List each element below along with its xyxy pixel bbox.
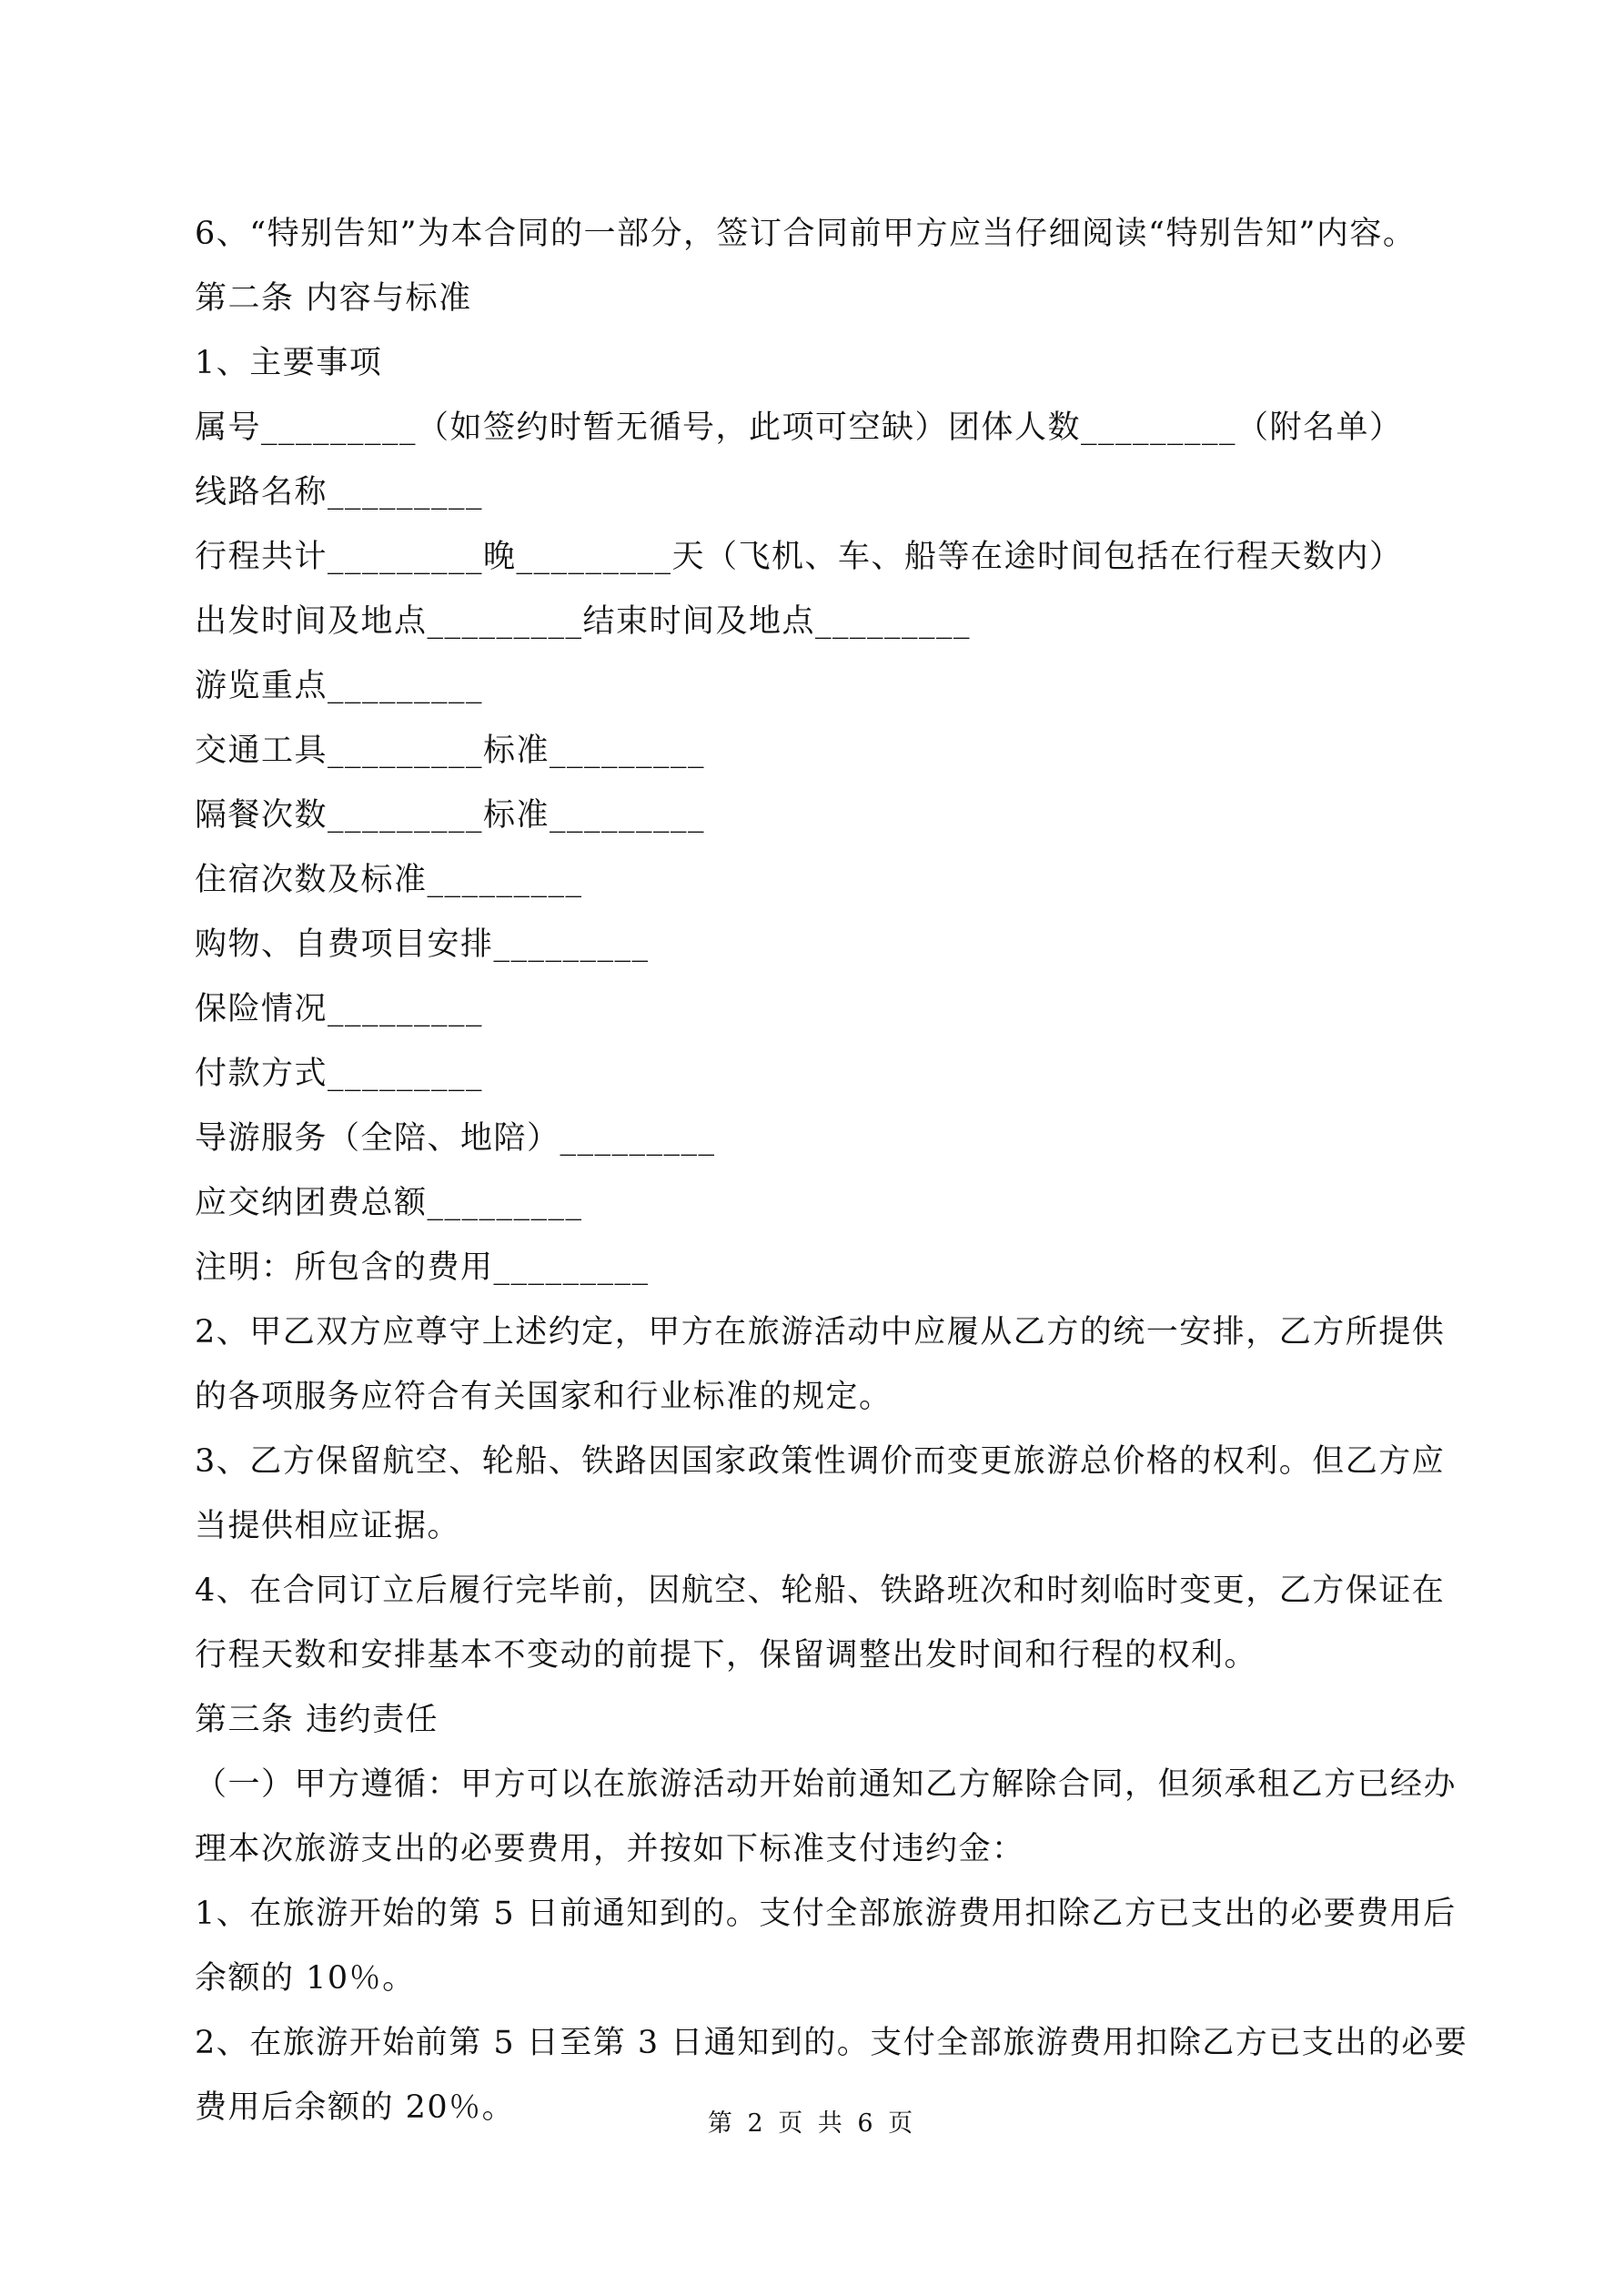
text-line: 费用后余额的 20％。 [195,2089,516,2126]
text-line: 的各项服务应符合有关国家和行业标准的规定。 [195,1379,893,1415]
text-line: 4、在合同订立后履行完毕前，因航空、轮船、铁路班次和时刻临时变更，乙方保证在 [195,1573,1446,1609]
text-line: 付款方式_________ [195,1056,484,1092]
text-line: 2、甲乙双方应尊守上述约定，甲方在旅游活动中应履从乙方的统一安排，乙方所提供 [195,1314,1446,1350]
section-heading: 第三条 违约责任 [195,1702,439,1738]
text-line: 3、乙方保留航空、轮船、铁路因国家政策性调价而变更旅游总价格的权利。但乙方应 [195,1443,1446,1480]
text-line: 注明：所包含的费用_________ [195,1249,650,1286]
text-line: 1、在旅游开始的第 5 日前通知到的。支付全部旅游费用扣除乙方已支出的必要费用后 [195,1896,1457,1932]
text-line: 住宿次数及标准_________ [195,862,583,898]
text-line: 隔餐次数_________标准_________ [195,797,706,834]
text-line: 交通工具_________标准_________ [195,733,706,769]
text-line: 应交纳团费总额_________ [195,1185,583,1221]
text-line: 导游服务（全陪、地陪）_________ [195,1120,716,1157]
text-line: 线路名称_________ [195,474,484,511]
text-line: 出发时间及地点_________结束时间及地点_________ [195,603,972,640]
text-line: 属号_________（如签约时暂无循号，此项可空缺）团体人数_________（附名单） [195,410,1403,446]
text-line: 行程共计_________晚_________天（飞机、车、船等在途时间包括在行程天数内） [195,539,1403,575]
text-line: （一）甲方遵循：甲方可以在旅游活动开始前通知乙方解除合同，但须承租乙方已经办 [195,1766,1458,1803]
text-line: 游览重点_________ [195,668,484,704]
text-line: 行程天数和安排基本不变动的前提下，保留调整出发时间和行程的权利。 [195,1637,1258,1674]
section-heading: 第二条 内容与标准 [195,280,472,317]
text-line: 余额的 10％。 [195,1960,416,1997]
text-line: 保险情况_________ [195,991,484,1027]
text-line: 购物、自费项目安排_________ [195,926,650,963]
text-line: 2、在旅游开始前第 5 日至第 3 日通知到的。支付全部旅游费用扣除乙方已支出的必要 [195,2025,1468,2061]
document-body [195,202,1468,2140]
text-line: 理本次旅游支出的必要费用，并按如下标准支付违约金： [195,1831,1025,1867]
page-number: 第 2 页 共 6 页 [707,2109,917,2138]
text-line: 6、“特别告知”为本合同的一部分，签订合同前甲方应当仔细阅读“特别告知”内容。 [195,216,1417,252]
text-line: 1、主要事项 [195,345,383,381]
text-line: 当提供相应证据。 [195,1508,461,1544]
